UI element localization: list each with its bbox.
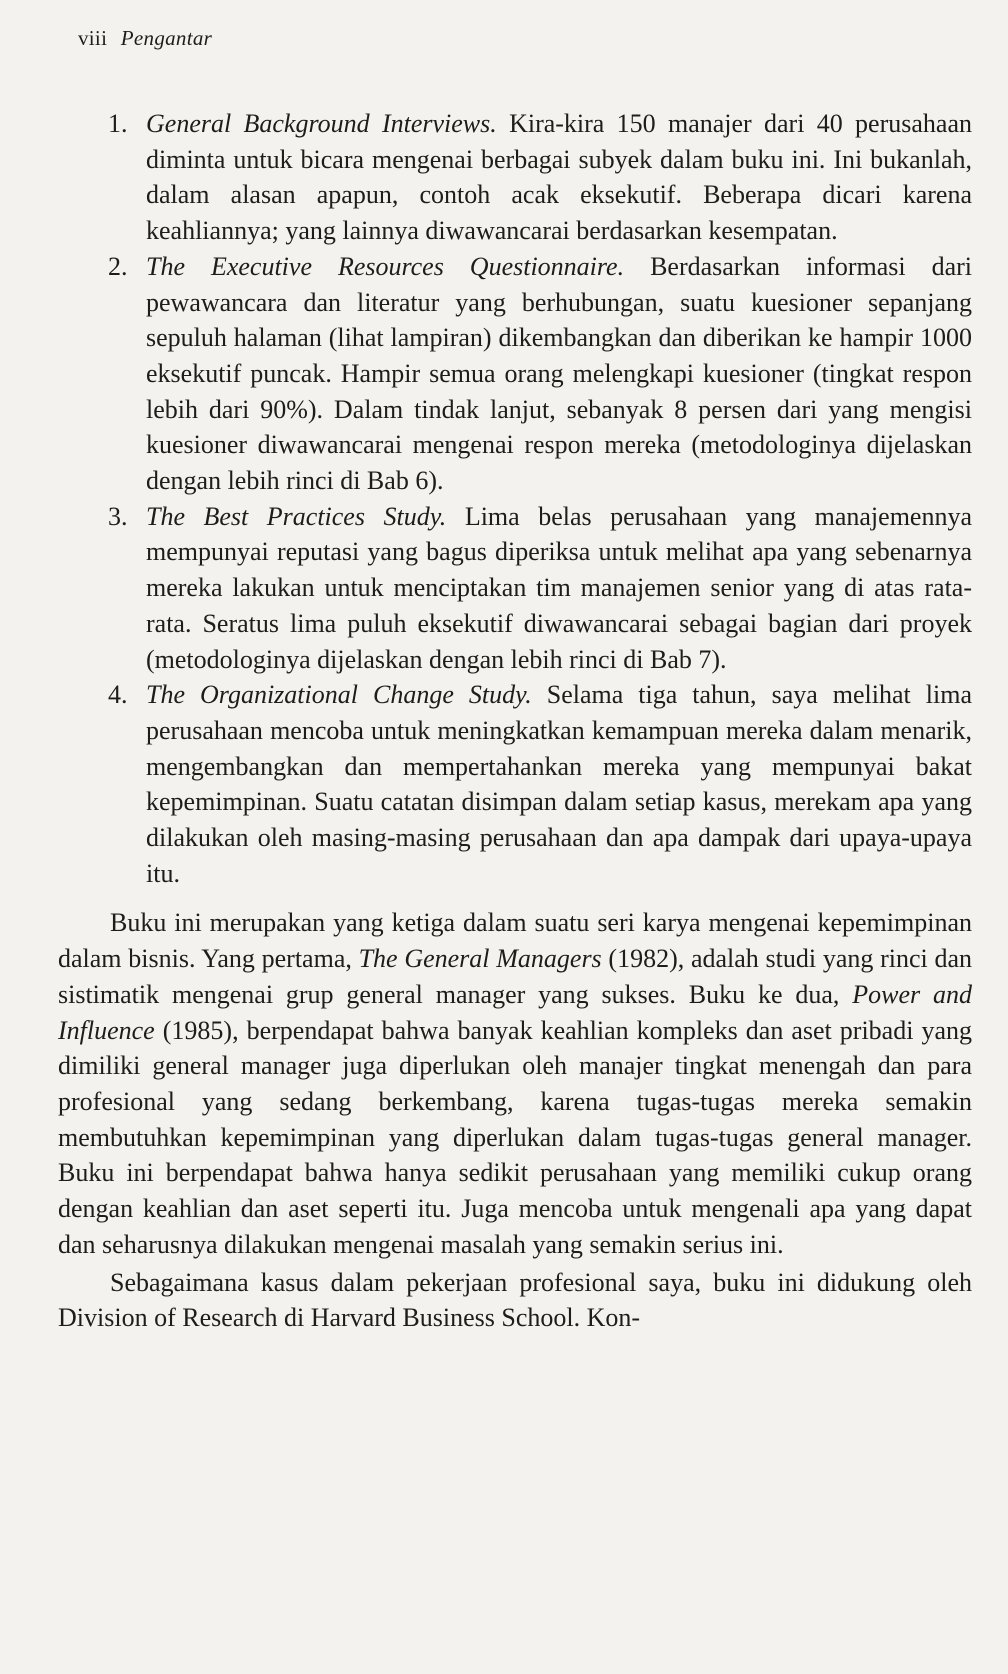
- study-description: Selama tiga tahun, saya melihat lima perusahaan mencoba untuk meningkatkan kemampuan mereka dalam menarik, mengembangkan dan mempertahankan mereka yang mempunyai bakat kepemimpinan. Suatu catatan disimpan dalam setiap kasus, merekam apa yang dilakukan oleh masing-masing perusahaan dan apa dampak dari upaya-upaya itu.: [146, 680, 972, 888]
- paragraph-series-overview: [58, 905, 972, 1262]
- list-item: [58, 249, 972, 499]
- page-body: [58, 106, 972, 1336]
- paragraph-text: (1985), berpendapat bahwa banyak keahlian kompleks dan aset pribadi yang dimiliki general manager juga diperlukan oleh manajer tingkat menengah dan para profesional yang sedang berkembang, karena tugas-tugas mereka semakin membutuhkan kepemimpinan yang diperlukan dalam tugas-tugas general manager. Buku ini berpendapat bahwa hanya sedikit perusahaan yang memiliki cukup orang dengan keahlian dan aset seperti itu. Juga mencoba untuk mengenali apa yang dapat dan seharusnya dilakukan mengenai masalah yang semakin serius ini.: [58, 1015, 972, 1259]
- study-title: The Best Practices Study.: [146, 501, 447, 531]
- list-item: [58, 106, 972, 249]
- study-title: The Organizational Change Study.: [146, 680, 532, 710]
- list-number: 4.: [108, 680, 128, 710]
- running-head: [78, 26, 212, 51]
- study-description: Lima belas perusahaan yang manajemennya mempunyai reputasi yang bagus diperiksa untuk melihat apa yang sebenarnya mereka lakukan untuk menciptakan tim manajemen senior yang di atas rata-rata. Seratus lima puluh eksekutif diwawancarai sebagai bagian dari proyek (metodologinya dijelaskan dengan lebih rinci di Bab 7).: [146, 501, 972, 674]
- study-description: Berdasarkan informasi dari pewawancara dan literatur yang berhubungan, suatu kuesioner sepanjang sepuluh halaman (lihat lampiran) dikembangkan dan diberikan ke hampir 1000 eksekutif puncak. Hampir semua orang melengkapi kuesioner (tingkat respon lebih dari 90%). Dalam tindak lanjut, sebanyak 8 persen dari yang mengisi kuesioner diwawancarai mengenai respon mereka (metodologinya dijelaskan dengan lebih rinci di Bab 6).: [146, 251, 972, 496]
- study-title: General Background Interviews.: [146, 109, 497, 138]
- study-description: Kira-kira 150 manajer dari 40 perusahaan diminta untuk bicara mengenai berbagai subyek dalam buku ini. Ini bukanlah, dalam alasan apapun, contoh acak eksekutif. Beberapa dicari karena keahliannya; yang lainnya diwawancarai berdasarkan kesempatan.: [146, 109, 972, 246]
- list-number: 1.: [108, 109, 128, 138]
- paragraph-text: Sebagaimana kasus dalam pekerjaan profesional saya, buku ini didukung oleh Division of Research di Harvard Business School. Kon-: [58, 1267, 972, 1333]
- chapter-title: Pengantar: [120, 26, 213, 50]
- book-title: Power and Influence: [58, 979, 972, 1045]
- paragraph-text: (1982), adalah studi yang rinci dan sistimatik mengenai grup general manager yang sukses. Buku ke dua,: [58, 944, 972, 1009]
- book-title: The General Managers: [358, 944, 602, 974]
- list-number: 2.: [108, 251, 128, 281]
- list-number: 3.: [108, 501, 128, 531]
- page-number: viii: [78, 26, 108, 50]
- list-item: [58, 499, 972, 678]
- research-methods-list: [58, 106, 972, 891]
- paragraph-acknowledgement: [58, 1265, 972, 1336]
- list-item: [58, 677, 972, 891]
- study-title: The Executive Resources Questionnaire.: [146, 251, 625, 281]
- paragraph-text: Buku ini merupakan yang ketiga dalam suatu seri karya mengenai kepemimpinan dalam bisnis. Yang pertama,: [58, 908, 972, 974]
